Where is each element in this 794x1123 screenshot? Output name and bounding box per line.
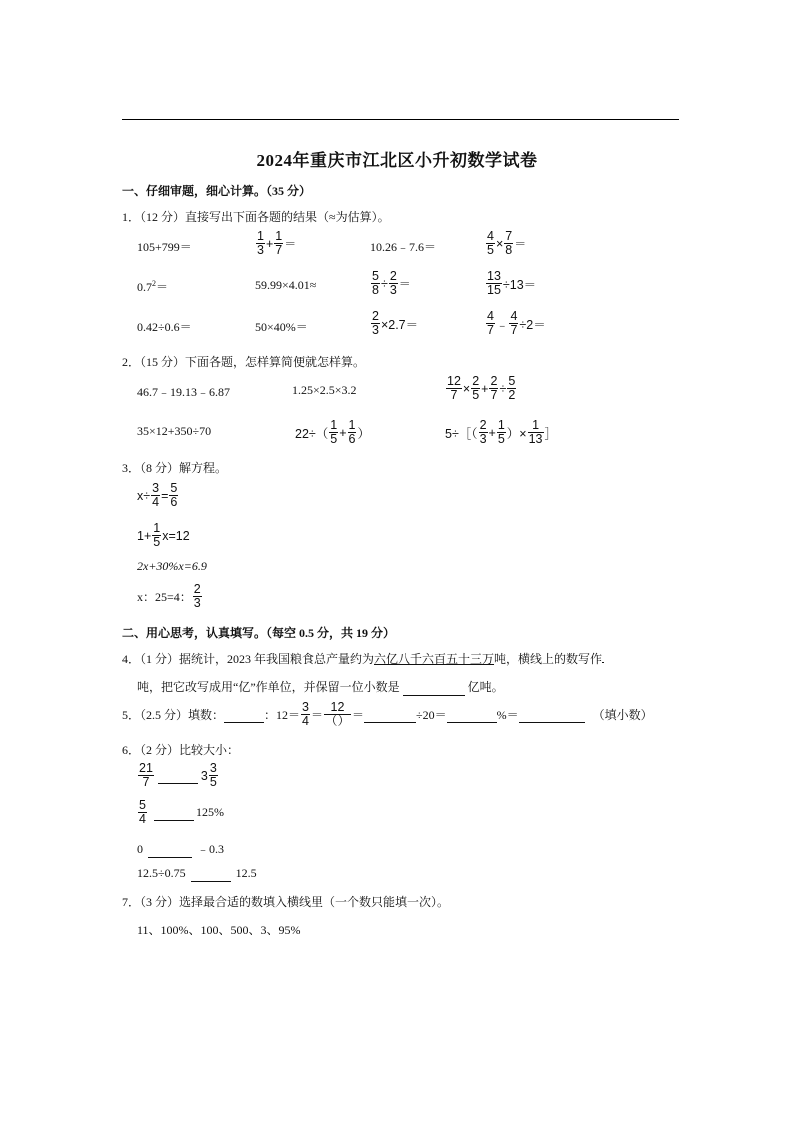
q4-line2: 吨，把它改写成用“亿”作单位，并保留一位小数是 亿吨。 [137, 680, 504, 694]
fraction: 3 4 [302, 700, 309, 729]
q7-options: 11、100%、100、500、3、95% [137, 923, 301, 937]
fraction: 1 3 [257, 229, 264, 258]
fraction: $\frac{13}{15}$ [487, 269, 501, 298]
q1-b4: $\frac{13}{15}$ ÷13＝ [487, 269, 537, 298]
answer-blank[interactable] [154, 805, 194, 821]
fraction: $\frac{5}{8}$ [372, 269, 379, 298]
fraction: $\frac{1}{5}$ [153, 521, 161, 550]
fraction: $\frac{5}{2}$ [508, 374, 516, 403]
q2-b2: 22÷（ 1 5 + $\frac{1}{6}$ ） [295, 418, 370, 447]
q4-line1: 4．（1 分）据统计，2023 年我国粮食总产量约为六亿八千六百五十三万吨，横线上的数写作 [122, 652, 603, 666]
q2-stem: 2．（15 分）下面各题，怎样算简便就怎样算。 [122, 355, 366, 369]
q3-e3: 2x+30%x=6.9 [137, 559, 207, 573]
fraction: 1 5 [330, 418, 338, 447]
fraction: $\frac{1}{13}$ [528, 418, 543, 447]
answer-blank[interactable] [158, 768, 198, 784]
fraction: $\frac{4}{5}$ [487, 229, 494, 258]
q2-b3: 5÷［（ 2 3 + $\frac{1}{5}$ ）× $\frac{1}{13}$ ］ [445, 418, 558, 447]
underlined-number: 六亿八千六百五十三万 [374, 652, 495, 666]
q6-r2: 5 4 125% [139, 798, 224, 827]
answer-blank[interactable] [364, 707, 416, 723]
fraction: $\frac{2}{5}$ [472, 374, 480, 403]
q1-a3: 10.26﹣7.6＝ [370, 240, 437, 254]
q2-b1: 35×12+350÷70 [137, 424, 212, 438]
q6-r4: 12.5÷0.75 12.5 [137, 866, 257, 880]
fraction: $\frac{5}{6}$ [170, 481, 178, 510]
q2-a1: 46.7﹣19.13﹣6.87 [137, 385, 231, 399]
q6-stem: 6．（2 分）比较大小： [122, 743, 240, 757]
fraction: 21 7 [139, 761, 153, 790]
q1-b3: $\frac{5}{8}$ ÷ $\frac{2}{3}$ ＝ [372, 269, 411, 298]
q1-b2: 59.99×4.01≈ [255, 278, 317, 292]
fraction: $\frac{12}{7}$ [447, 374, 461, 403]
answer-blank[interactable] [224, 707, 264, 723]
q1-c4: 4 7 ﹣ $\frac{4}{7}$ ÷2＝ [487, 309, 546, 338]
q3-e1: x÷ $\frac{3}{4}$ = $\frac{5}{6}$ [137, 481, 178, 510]
q6-r3: 0 ﹣0.3 [137, 842, 225, 856]
q3-stem: 3．（8 分）解方程。 [122, 461, 228, 475]
section-1-heading: 一、仔细审题，细心计算。（35 分） [122, 184, 312, 198]
fraction: $\frac{3}{4}$ [152, 481, 160, 510]
fraction: 2 3 [193, 582, 201, 611]
answer-blank[interactable] [447, 707, 497, 723]
q2-a2: 1.25×2.5×3.2 [292, 383, 357, 397]
q3-e4: x：25=4： 2 3 [137, 582, 201, 611]
fraction: 5 4 [139, 798, 146, 827]
header-rule [122, 119, 679, 120]
q1-a4: $\frac{4}{5}$ × $\frac{7}{8}$ ＝ [487, 229, 527, 258]
fraction: $\frac{1}{6}$ [348, 418, 356, 447]
answer-blank[interactable] [148, 842, 192, 858]
section-2-heading: 二、用心思考，认真填写。（每空 0.5 分，共 19 分） [122, 626, 396, 640]
q3-e2: 1+ $\frac{1}{5}$ x=12 [137, 521, 190, 550]
fraction: $\frac{1}{7}$ [275, 229, 283, 258]
fraction: 12 （） [325, 700, 351, 729]
q6-r1: 21 7 3 3 5 [139, 761, 217, 790]
fraction: $\frac{7}{8}$ [505, 229, 513, 258]
fraction: 3 5 [209, 761, 217, 790]
answer-blank[interactable] [403, 680, 465, 696]
q1-stem: 1．（12 分）直接写出下面各题的结果（≈为估算）。 [122, 210, 390, 224]
fraction: 4 7 [487, 309, 494, 338]
q1-c3: $\frac{2}{3}$ ×2.7＝ [372, 309, 419, 338]
answer-blank[interactable] [602, 662, 604, 663]
q1-c2: 50×40%＝ [255, 320, 308, 334]
fraction: $\frac{2}{7}$ [490, 374, 498, 403]
fraction: $\frac{4}{7}$ [510, 309, 518, 338]
fraction: 2 3 [479, 418, 487, 447]
answer-blank[interactable] [519, 707, 585, 723]
fraction: $\frac{1}{5}$ [497, 418, 505, 447]
q5: 5．（2.5 分）填数： ：12＝ 3 4 ＝ 12 （） ＝ ÷20＝ %＝ （填小数） [122, 700, 653, 729]
q1-b1: $0.7^2=$ [137, 279, 169, 294]
page-title: 2024年重庆市江北区小升初数学试卷 [256, 151, 538, 170]
q1-a2: 1 3 + $\frac{1}{7}$ ＝ [257, 229, 297, 258]
q1-a1: 105+799＝ [137, 240, 192, 254]
fraction: $\frac{2}{3}$ [372, 309, 379, 338]
q7-stem: 7．（3 分）选择最合适的数填入横线里（一个数只能填一次）。 [122, 895, 450, 909]
fraction: $\frac{2}{3}$ [389, 269, 397, 298]
q1-c1: 0.42÷0.6＝ [137, 320, 192, 334]
answer-blank[interactable] [191, 866, 231, 882]
q2-a3: $\frac{12}{7}$ × $\frac{2}{5}$ + $\frac{2}{7}$ ÷ $\frac{5}{2}$ [447, 374, 516, 403]
